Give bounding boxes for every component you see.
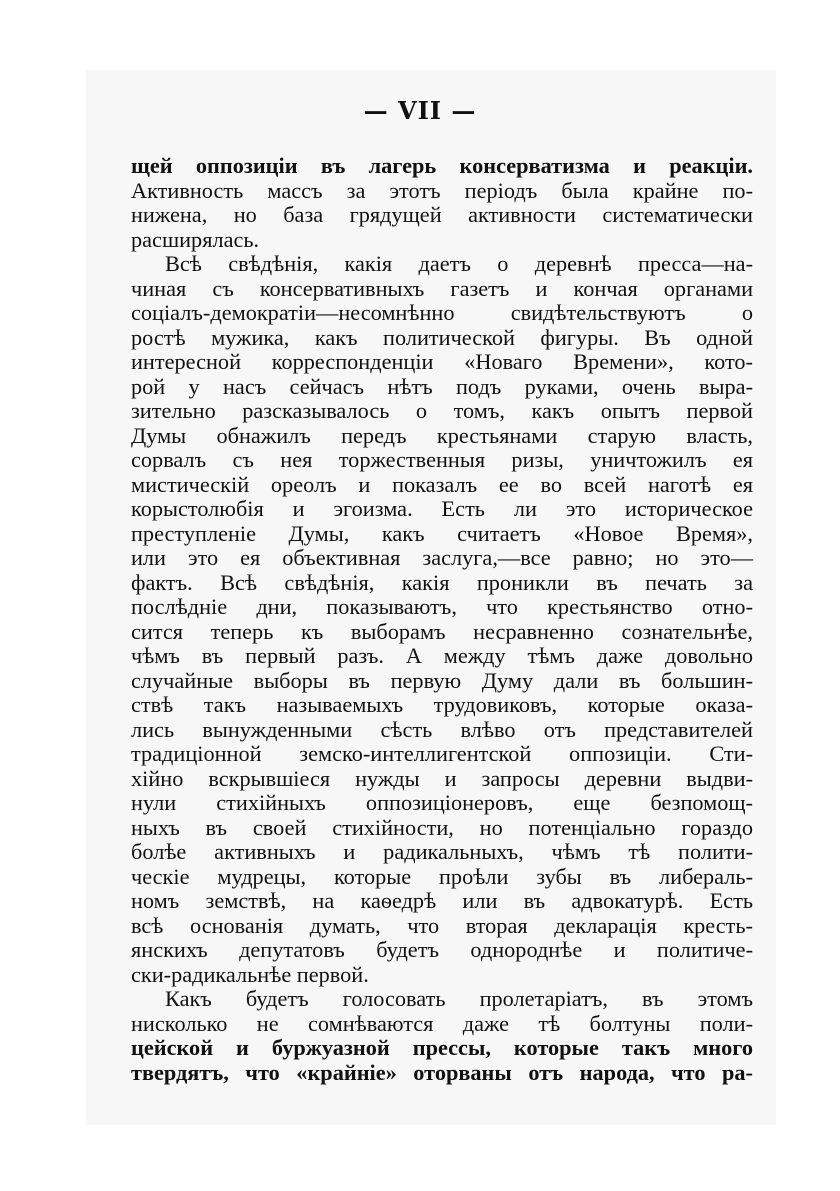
text-line: болѣе активныхъ и радикальныхъ, чѣмъ тѣ полити- [131, 839, 753, 864]
text-line: традиціонной земско-интеллигентской оппозиціи. Сти- [131, 741, 753, 766]
paragraph-2 [131, 252, 753, 987]
text-line: твердятъ, что «крайніе» оторваны отъ народа, что ра- [131, 1059, 753, 1085]
text-line: лись вынужденными сѣсть влѣво отъ представителей [131, 716, 753, 742]
text-line: номъ земствѣ, на каѳедрѣ или въ адвокатурѣ. Есть [131, 888, 753, 913]
text-line: ческіе мудрецы, которые проѣли зубы въ либераль- [131, 863, 753, 889]
text-line: Какъ будетъ голосовать пролетаріатъ, въ этомъ [165, 986, 753, 1011]
text-line: послѣдніе дни, показываютъ, что крестьянство отно- [131, 594, 753, 619]
text-line: фактъ. Всѣ свѣдѣнія, какія проникли въ печать за [131, 569, 753, 595]
text-line: чѣмъ въ первый разъ. А между тѣмъ даже довольно [131, 643, 753, 668]
text-line: или это ея объективная заслуга,—все равно; но это— [131, 545, 753, 570]
text-line: ныхъ въ своей стихійности, но потенціально гораздо [131, 814, 753, 840]
text-line: мистическій ореолъ и показалъ ее во всей наготѣ ея [131, 471, 753, 497]
text-line: чиная съ консервативныхъ газетъ и кончая органами [131, 275, 753, 301]
text-line: сорвалъ съ нея торжественныя ризы, уничтожилъ ея [131, 447, 753, 472]
page-number: — VII — [363, 96, 477, 125]
text-line: Активность массъ за этотъ періодъ была крайне по- [131, 177, 753, 203]
text-line: случайные выборы въ первую Думу дали въ большин- [131, 667, 753, 693]
text-line: соціалъ-демократіи—несомнѣнно свидѣтельствуютъ о [131, 300, 753, 325]
paragraph-3 [131, 987, 753, 1085]
text-line: янскихъ депутатовъ будетъ однороднѣе и политиче- [131, 937, 753, 962]
body-text [131, 154, 753, 1085]
text-line: расширялась. [131, 226, 260, 252]
paragraph-1 [131, 154, 753, 252]
text-line: нули стихійныхъ оппозиціонеровъ, еще безпомощ- [131, 790, 753, 815]
text-line: нижена, но база грядущей активности систематически [131, 202, 753, 227]
text-line: цейской и буржуазной прессы, которые такъ много [131, 1035, 753, 1060]
text-line: нисколько не сомнѣваются даже тѣ болтуны поли- [131, 1010, 753, 1036]
text-line: Всѣ свѣдѣнія, какія даетъ о деревнѣ пресса—на- [165, 251, 753, 276]
text-line: зительно разсказывалось о томъ, какъ опытъ первой [131, 398, 753, 423]
text-line: Думы обнажилъ передъ крестьянами старую власть, [131, 422, 753, 448]
text-line: корыстолюбія и эгоизма. Есть ли это историческое [131, 496, 753, 521]
text-line: хійно вскрывшіеся нужды и запросы деревни выдви- [131, 765, 753, 791]
text-line: щей оппозиціи въ лагерь консерватизма и реакціи. [131, 153, 753, 178]
text-line: ростѣ мужика, какъ политической фигуры. Въ одной [131, 324, 753, 350]
text-line: интересной корреспонденціи «Новаго Времени», кото- [131, 349, 753, 374]
text-line: ски-радикальнѣе первой. [131, 961, 369, 987]
text-line: рой у насъ сейчасъ нѣтъ подъ руками, очень выра- [131, 373, 753, 399]
text-line: всѣ основанія думать, что вторая декларація кресть- [131, 912, 753, 938]
text-line: преступленіе Думы, какъ считаетъ «Новое Время», [131, 520, 753, 546]
text-line: ствѣ такъ называемыхъ трудовиковъ, которые оказа- [131, 692, 753, 717]
text-line: сится теперь къ выборамъ несравненно сознательнѣе, [131, 618, 753, 644]
